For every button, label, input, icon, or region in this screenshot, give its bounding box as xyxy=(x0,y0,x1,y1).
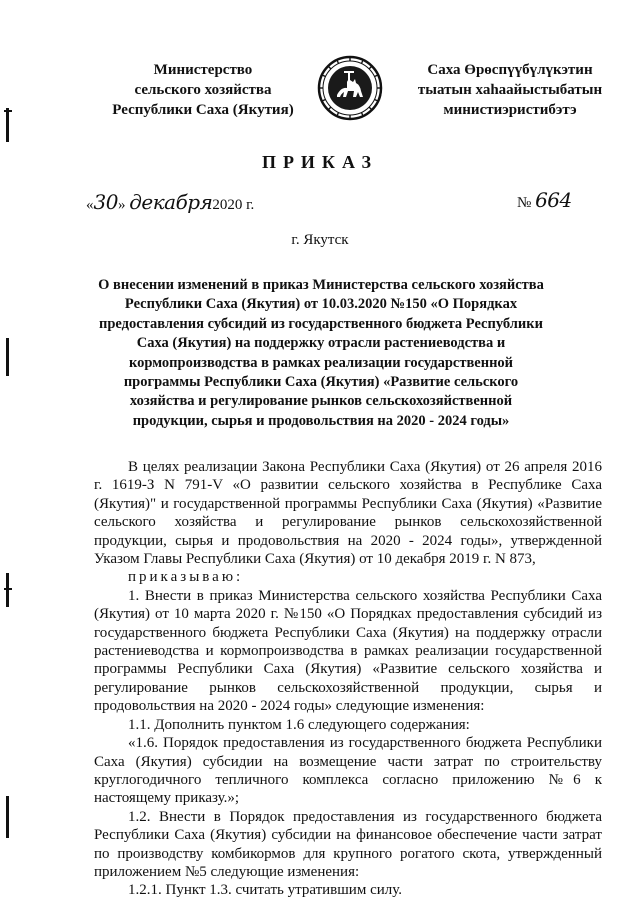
scan-mark xyxy=(6,573,9,607)
order-directive: приказываю: xyxy=(128,569,244,586)
header-line: министиэристибэтэ xyxy=(443,102,577,118)
ministry-name-yakut xyxy=(395,60,625,120)
document-title: ПРИКАЗ xyxy=(261,152,379,172)
ministry-name-russian xyxy=(98,60,308,120)
body-paragraph: «1.6. Порядок предоставления из государственного бюджета Республики Саха (Якутия) субсидии на возмещение части затрат по строительству круглогодичного тепличного комплекса согласно приложению №6 к настоящему приказу.»; xyxy=(94,735,602,807)
scan-mark xyxy=(4,110,12,112)
scan-mark xyxy=(4,588,12,590)
body-paragraph: 1.1. Дополнить пунктом 1.6 следующего содержания: xyxy=(128,716,470,733)
date-quote-close: » xyxy=(117,197,126,213)
body-paragraph: 1. Внести в приказ Министерства сельского хозяйства Республики Саха (Якутия) от 10 марта 2020 г. №150 «О Порядках предоставления субсидий из государственного бюджета Республики Саха (Якутия) на поддержку отрасли растениеводства и кормопроизводства в рамках реализации государственной программы Республики Саха (Якутия) «Развитие сельского хозяйства и регулирование рынков сельскохозяйственной продукции, сырья и продовольствия на 2020 - 2024 годы» следующие изменения: xyxy=(94,587,602,715)
order-date xyxy=(86,190,254,214)
order-body xyxy=(94,458,602,900)
body-paragraph: 1.2.1. Пункт 1.3. считать утратившим силу. xyxy=(128,882,402,899)
city: г. Якутск xyxy=(291,232,349,248)
date-year: 2020 г. xyxy=(212,197,255,213)
date-month-handwritten: декабря xyxy=(129,190,213,214)
order-number-handwritten: 664 xyxy=(535,188,572,212)
scan-mark xyxy=(6,796,9,838)
emblem-icon xyxy=(317,55,383,121)
header-line: Республики Саха (Якутия) xyxy=(112,102,294,118)
scan-mark xyxy=(6,338,9,376)
date-day-handwritten: 30 xyxy=(93,190,118,214)
order-subject: О внесении изменений в приказ Министерства сельского хозяйства Республики Саха (Якутия) от 10.03.2020 №150 «О Порядках предоставления субсидий из государственного бюджета Республики Саха (Якутия) на поддержку отрасли растениеводства и кормопроизводства в рамках реализации государственной программы Республики Саха (Якутия) «Развитие сельского хозяйства и регулирование рынков сельскохозяйственной продукции, сырья и продовольствия на 2020 - 2024 годы» xyxy=(98,277,544,429)
body-paragraph: В целях реализации Закона Республики Саха (Якутия) от 26 апреля 2016 г. 1619-З N 791-V «О развитии сельского хозяйства в Республике Саха (Якутия)" и государственной программы Республики Саха (Якутия) «Развитие сельского хозяйства и регулирование рынков сельскохозяйственной продукции, сырья и продовольствия на 2020 - 2024 годы», утвержденной Указом Главы Республики Саха (Якутия) от 10 декабря 2019 г. N 873, xyxy=(94,459,602,568)
header-line: тыатын хаһаайыстыбатын xyxy=(417,82,603,98)
date-quote-open: « xyxy=(86,197,94,213)
body-paragraph: 1.2. Внести в Порядок предоставления из государственного бюджета Республики Саха (Якутия) субсидии на финансовое обеспечение части затрат по производству комбикормов для крупного рогатого скота, утвержденный приложением №5 следующие изменения: xyxy=(94,808,602,880)
header-line: Министерство xyxy=(153,62,253,78)
order-number xyxy=(517,188,572,212)
header-line: Саха Өрөспүүбүлүкэтин xyxy=(427,62,593,78)
header-line: сельского хозяйства xyxy=(134,82,272,98)
number-sign: № xyxy=(517,195,532,211)
scan-mark xyxy=(6,108,9,142)
